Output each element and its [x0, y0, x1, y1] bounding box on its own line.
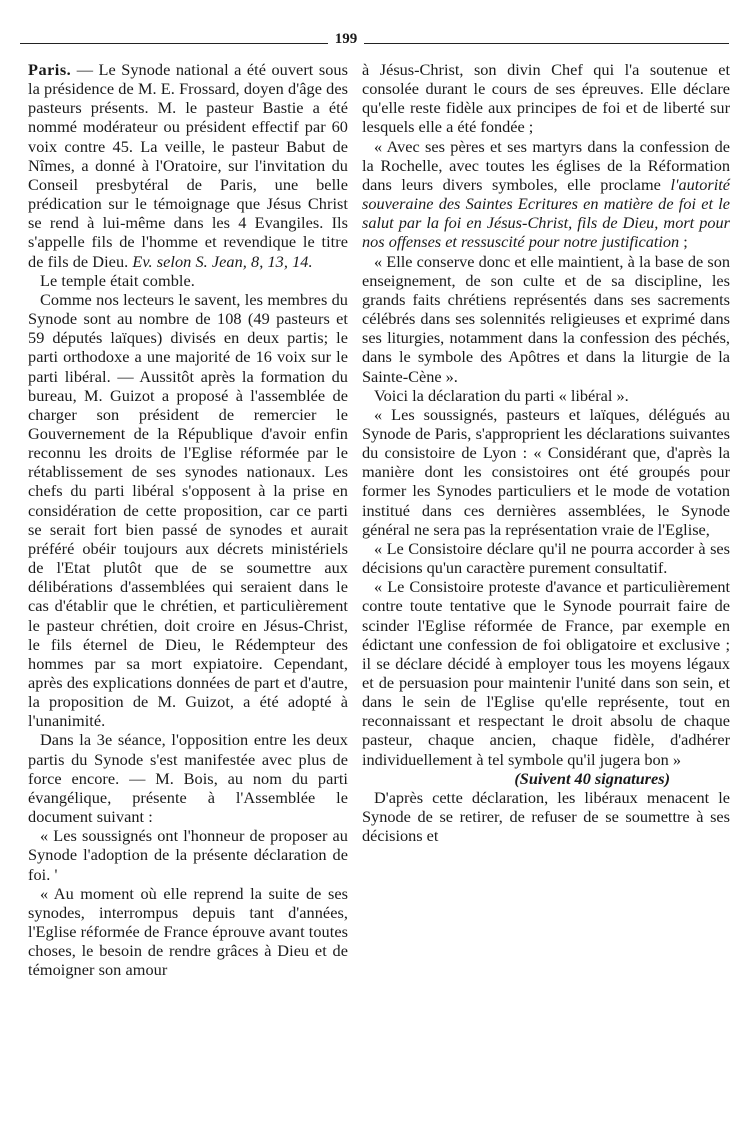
section-heading: Paris. — [28, 60, 72, 79]
scripture-reference: Ev. selon S. Jean, 8, 13, 14. — [132, 251, 313, 271]
paragraph: « Avec ses pères et ses martyrs dans la confession de la Rochelle, avec toutes les églises de la Réformation dans leurs divers symboles, elle proclame l'autorité souveraine des Saintes Ecritures en matière de foi et le salut par la foi en Jésus-Christ, fils de Dieu, mort pour nos offenses et ressuscité pour notre justification ; — [362, 136, 731, 252]
header-rule-right — [364, 43, 729, 44]
paragraph: Voici la déclaration du parti « libéral ». — [374, 385, 629, 405]
paragraph: Paris. — Le Synode national a été ouvert sous la présidence de M. E. Frossard, doyen d'âge des pasteurs présents. M. le pasteur Bastie a été nommé modérateur ou président effectif par 60 voix contre 45. La veille, le pasteur Babut de Nîmes, a donné à l'Oratoire, sur l'invitation du Conseil presbytéral de Paris, une belle prédication sur le témoignage que Jésus Christ se rend à lui-même dans les 4 Evangiles. Ils s'appelle fils de l'homme et revendique le titre de fils de Dieu. Ev. selon S. Jean, 8, 13, 14. — [28, 60, 348, 271]
right-column — [362, 60, 730, 845]
italic-quote: l'autorité souveraine des Saintes Ecritures en matière de foi et le salut par la foi en Jésus-Christ, fils de Dieu, mort pour nos offenses et ressuscité pour notre justification — [362, 174, 731, 252]
paragraph: Comme nos lecteurs le savent, les membres du Synode sont au nombre de 108 (49 pasteurs et 59 députés laïques) divisés en deux partis; le parti orthodoxe a une majorité de 16 voix sur le parti libéral. — Aussitôt après la formation du bureau, M. Guizot a proposé à l'assemblée de charger son président de remercier le Gouvernement de la République d'avoir enfin reconnu les droits de l'Eglise réformée par le rétablissement de ses synodes nationaux. Les chefs du parti libéral s'opposent à la prise en considération de cette proposition, car ce parti se serait fort bien passé de synodes et aurait préféré obéir toujours aux décrets ministériels de l'Etat plutôt que de se soumettre aux délibérations d'assemblées qui seraient dans le cas d'établir que le chrétien, et particulièrement le pasteur chrétien, doit croire en Jésus-Christ, le fils éternel de Dieu, le Rédempteur des hommes par sa mort expiatoire. Cependant, après des explications données de part et d'autre, la proposition de M. Guizot, a été adopté à l'unanimité. — [28, 289, 348, 731]
paragraph: « Le Consistoire déclare qu'il ne pourra accorder à ses décisions qu'un caractère purement consultatif. — [362, 538, 730, 578]
paragraph: « Au moment où elle reprend la suite de ses synodes, interrompus depuis tant d'années, l'Eglise réformée de France éprouve avant toutes choses, le besoin de rendre grâces à Dieu et de témoigner son amour — [28, 883, 348, 980]
paragraph: D'après cette déclaration, les libéraux menacent le Synode de se retirer, de refuser de se soumettre à ses décisions et — [362, 787, 730, 846]
signatures-note: (Suivent 40 signatures) — [514, 768, 670, 788]
left-column — [28, 60, 348, 980]
header-rule-left — [20, 43, 328, 44]
paragraph: « Les soussignés, pasteurs et laïques, délégués au Synode de Paris, s'approprient les déclarations suivantes du consistoire de Lyon : « Considérant que, d'après la manière dont les consistoires ont été groupés pour former les Synodes particuliers et le mode de votation institué dans ces dernières assemblées, le Synode général ne sera pas la représentation vraie de l'Eglise, — [362, 404, 730, 539]
paragraph: à Jésus-Christ, son divin Chef qui l'a soutenue et consolée durant le cours de ses épreuves. Elle déclare qu'elle reste fidèle aux principes de foi et de liberté sur lesquels elle a été fondée ; — [362, 60, 730, 137]
paragraph: « Le Consistoire proteste d'avance et particulièrement contre toute tentative que le Synode pourrait faire de scinder l'Eglise réformée de France, par exemple en édictant une confession de foi obligatoire et exclusive ; il se déclare décidé à employer tous les moyens légaux et de persuasion pour maintenir l'unité dans son sein, et dans le sein de l'Eglise qu'elle représente, tout en reconnaissant et respectant le droit absolu de chaque pasteur, chaque ancien, chaque fidèle, d'adhérer individuellement à tel symbole qu'il jugera bon » — [362, 577, 730, 769]
paragraph: Dans la 3e séance, l'opposition entre les deux partis du Synode s'est manifestée avec plus de force encore. — M. Bois, au nom du parti évangélique, présente à l'Assemblée le document suivant : — [28, 730, 348, 827]
page-number: 199 — [334, 31, 358, 47]
paragraph: « Elle conserve donc et elle maintient, à la base de son enseignement, de son culte et de sa discipline, les grands faits chrétiens représentés dans ses sacrements célébrés dans ses solennités religieuses et exprimé dans ses liturgies, notamment dans la confession des péchés, dans le symbole des Apôtres et dans la liturgie de la Sainte-Cène ». — [362, 251, 730, 386]
paragraph: « Les soussignés ont l'honneur de proposer au Synode l'adoption de la présente déclaration de foi. ' — [28, 826, 348, 884]
paragraph: Le temple était comble. — [40, 270, 195, 290]
